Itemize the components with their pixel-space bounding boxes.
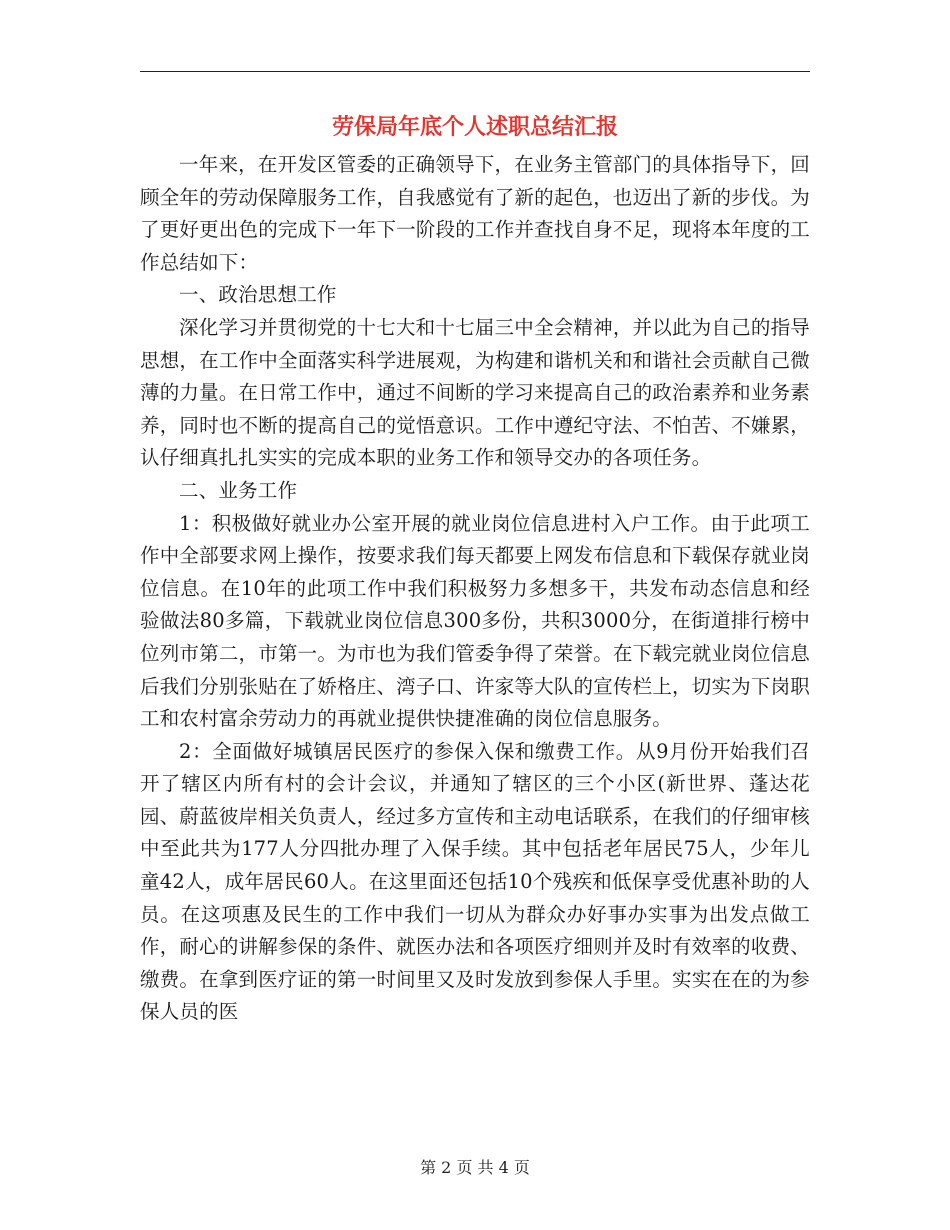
section-heading-business: 二、业务工作 [179,478,298,502]
document-body [140,149,810,1029]
intro-paragraph: 一年来，在开发区管委的正确领导下，在业务主管部门的具体指导下，回顾全年的劳动保障服务工作，自我感觉有了新的起色，也迈出了新的步伐。为了更好更出色的完成下一年下一阶段的工作并查找自身不足，现将本年度的工作总结如下： [140,153,810,274]
section-heading-political: 一、政治思想工作 [179,283,337,307]
header-rule [140,71,810,72]
business-item-1-paragraph: 1：积极做好就业办公室开展的就业岗位信息进村入户工作。由于此项工作中全部要求网上操作，按要求我们每天都要上网发布信息和下载保存就业岗位信息。在10年的此项工作中我们积极努力多想多干，共发布动态信息和经验做法80多篇，下载就业岗位信息300多份，共积3000分，在街道排行榜中位列市第二，市第一。为市也为我们管委争得了荣誉。在下载完就业岗位信息后我们分别张贴在了娇格庄、湾子口、许家等大队的宣传栏上，切实为下岗职工和农村富余劳动力的再就业提供快捷准确的岗位信息服务。 [140,511,810,731]
political-paragraph: 深化学习并贯彻党的十七大和十七届三中全会精神，并以此为自己的指导思想，在工作中全面落实科学进展观，为构建和谐机关和和谐社会贡献自己微薄的力量。在日常工作中，通过不间断的学习来提高自己的政治素养和业务素养，同时也不断的提高自己的觉悟意识。工作中遵纪守法、不怕苦、不嫌累，认仔细真扎扎实实的完成本职的业务工作和领导交办的各项任务。 [140,315,810,470]
business-item-2-paragraph: 2：全面做好城镇居民医疗的参保入保和缴费工作。从9月份开始我们召开了辖区内所有村的会计会议，并通知了辖区的三个小区(新世界、蓬达花园、蔚蓝彼岸相关负责人，经过多方宣传和主动电话联系，在我们的仔细审核中至此共为177人分四批办理了入保手续。其中包括老年居民75人，少年儿童42人，成年居民60人。在这里面还包括10个残疾和低保享受优惠补助的人员。在这项惠及民生的工作中我们一切从为群众办好事办实事为出发点做工作，耐心的讲解参保的条件、就医办法和各项医疗细则并及时有效率的收费、缴费。在拿到医疗证的第一时间里又及时发放到参保人手里。实实在在的为参保人员的医 [140,739,810,1024]
document-title: 劳保局年底个人述职总结汇报 [331,114,618,140]
page-number: 第 2 页 共 4 页 [420,1158,530,1177]
